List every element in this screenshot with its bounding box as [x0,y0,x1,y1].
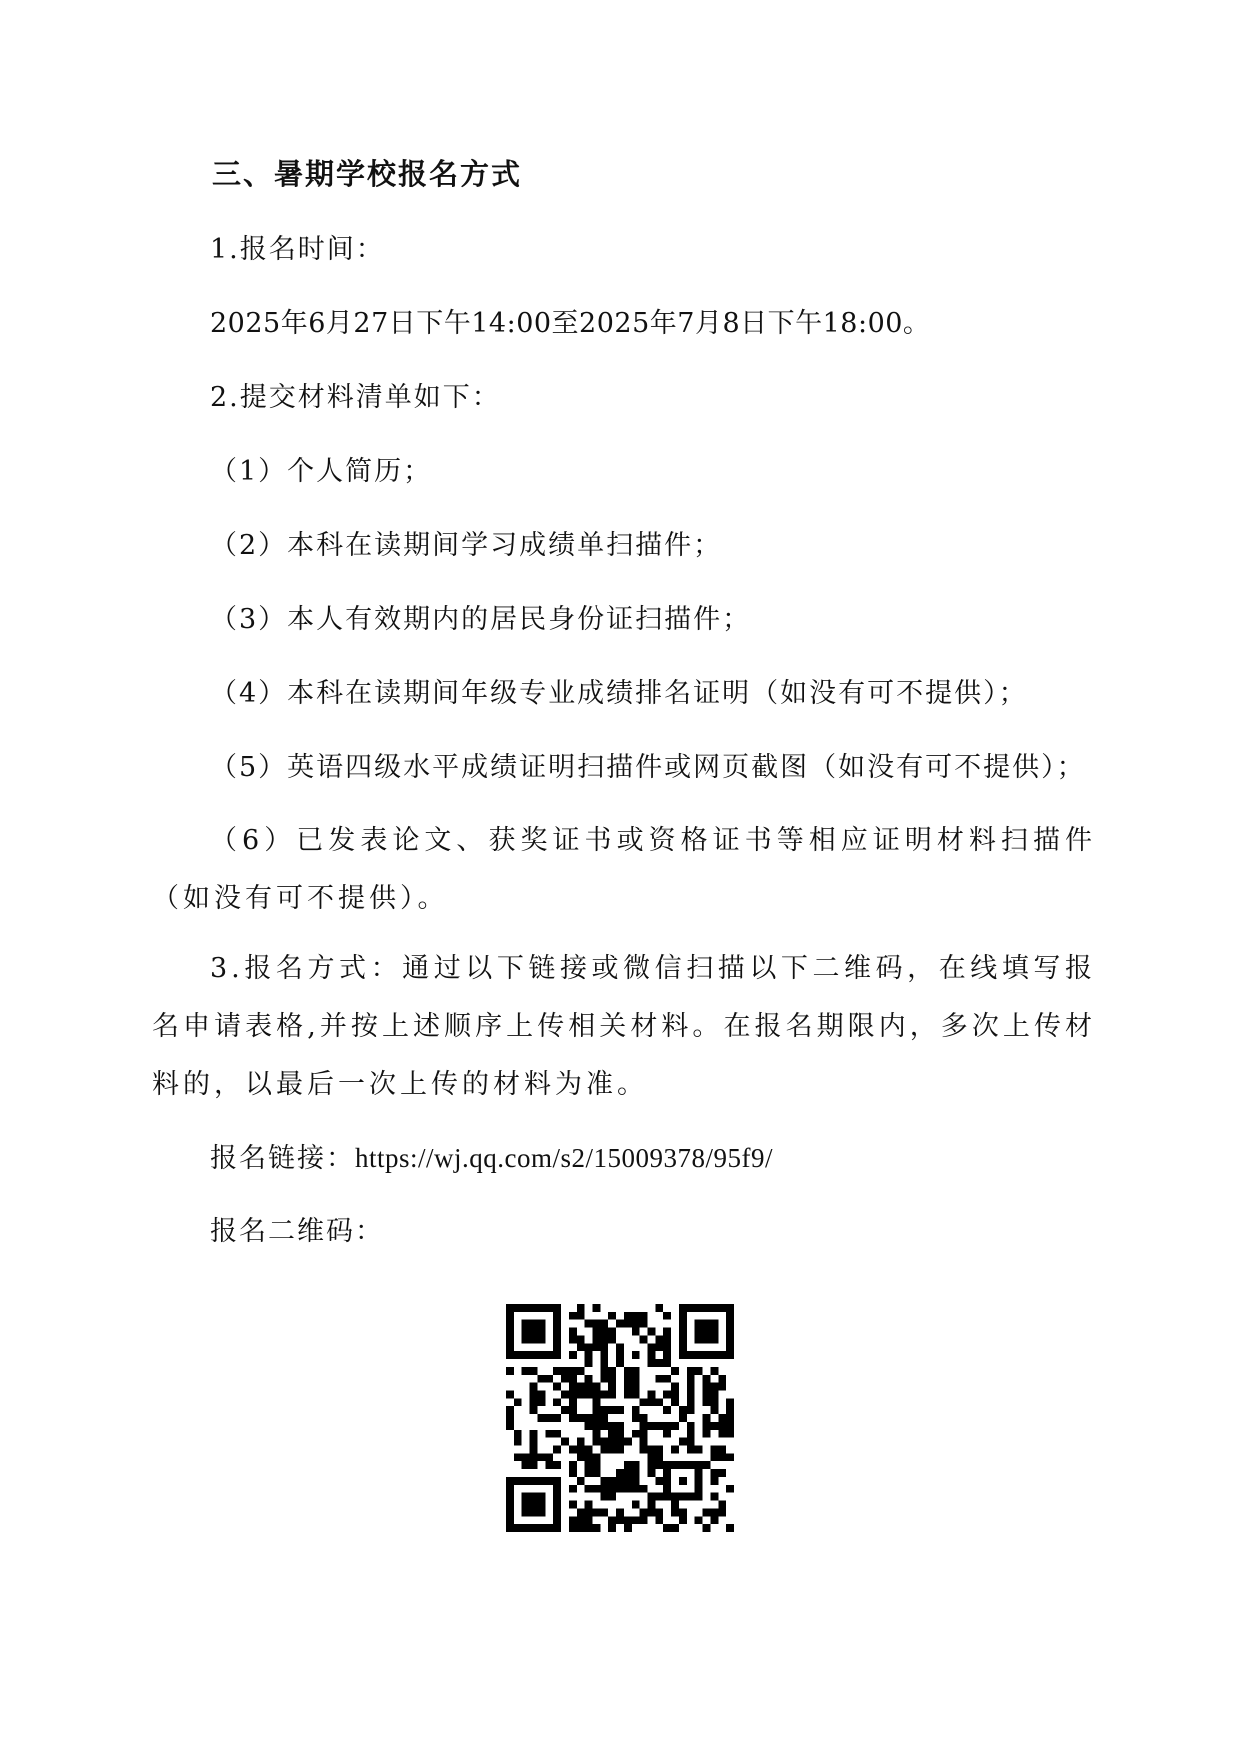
registration-link[interactable]: https://wj.qq.com/s2/15009378/95f9/ [355,1143,774,1173]
registration-qr-code [506,1304,734,1532]
material-item-6: （6）已发表论文、获奖证书或资格证书等相应证明材料扫描件（如没有可不提供）。 [152,825,1096,914]
material-item-4: （4）本科在读期间年级专业成绩排名证明（如没有可不提供）； [210,678,1028,709]
registration-link-label: 报名链接： [210,1143,355,1174]
section-title: 三、暑期学校报名方式 [212,157,523,191]
material-item-3: （3）本人有效期内的居民身份证扫描件； [210,604,752,635]
registration-time-value: 2025年6月27日下午14:00至2025年7月8日下午18:00。 [210,308,931,339]
registration-time-label: 1.报名时间： [210,234,385,265]
materials-list-label: 2.提交材料清单如下： [210,382,501,413]
registration-link-row [210,1140,773,1177]
material-item-2: （2）本科在读期间学习成绩单扫描件； [210,530,723,561]
material-item-5: （5）英语四级水平成绩证明扫描件或网页截图（如没有可不提供）； [210,752,1086,783]
qr-code-label: 报名二维码： [210,1216,384,1247]
material-item-1: （1）个人简历； [210,456,433,487]
registration-method-text: 3.报名方式：通过以下链接或微信扫描以下二维码，在线填写报名申请表格,并按上述顺序上传相关材料。在报名期限内，多次上传材料的，以最后一次上传的材料为准。 [152,953,1096,1100]
